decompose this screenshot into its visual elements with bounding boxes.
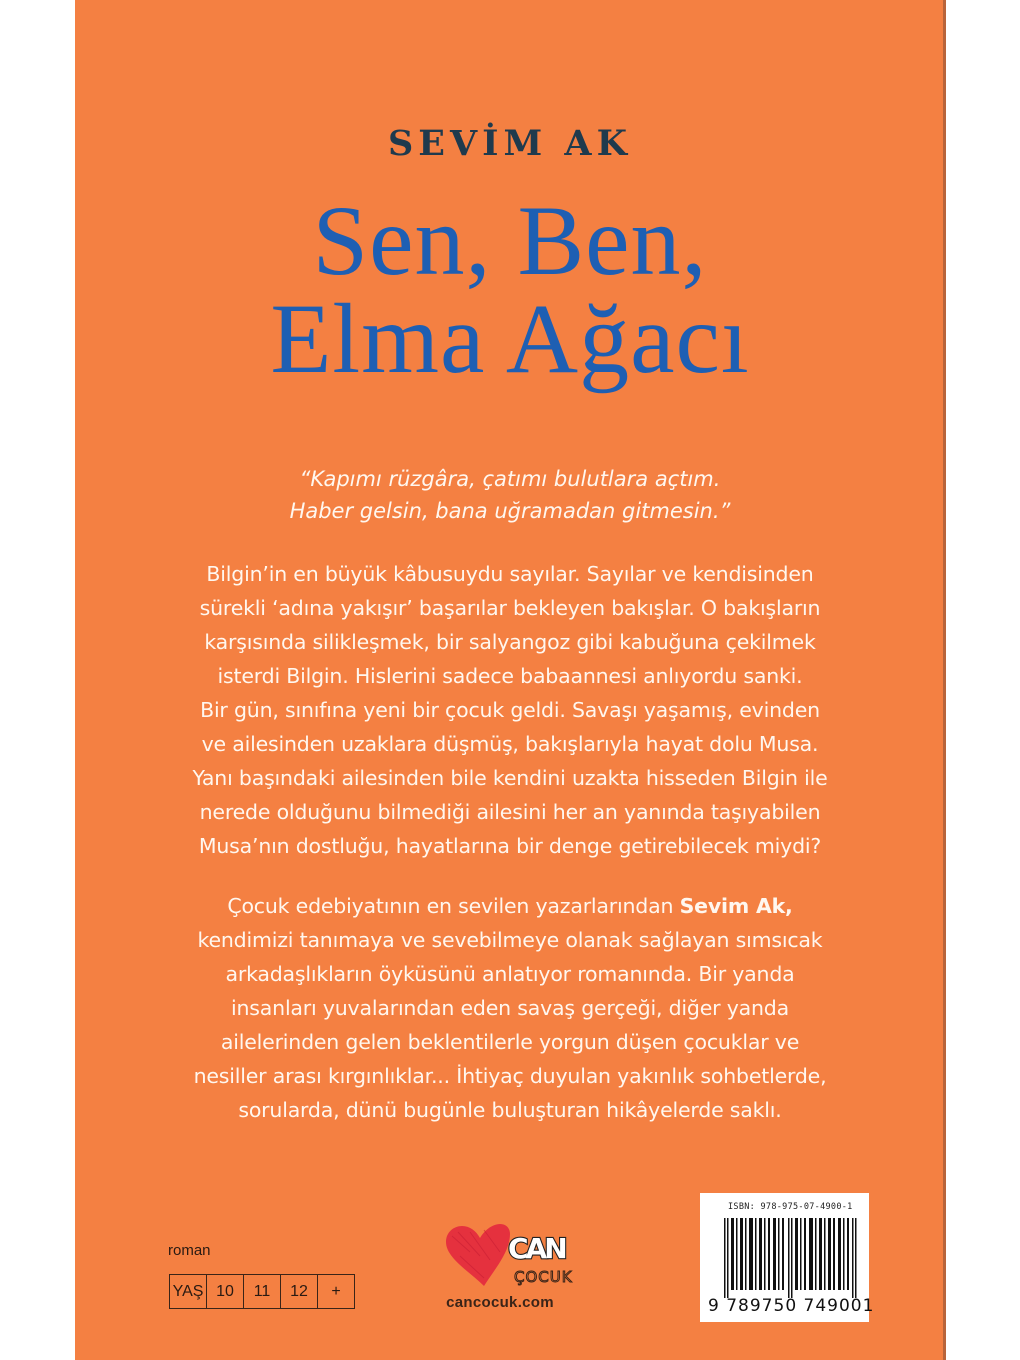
title-line-1: Sen, Ben, — [312, 185, 708, 296]
book-title — [75, 185, 945, 394]
genre-label: roman — [168, 1242, 211, 1259]
blurb-line: Yanı başındaki ailesinden bile kendini uzakta hisseden Bilgin ile — [192, 766, 828, 790]
age-cell-12: 12 — [281, 1275, 318, 1308]
quote-line-2: Haber gelsin, bana uğramadan gitmesin.” — [289, 499, 731, 523]
blurb-line: sorularda, dünü bugünle buluşturan hikâyelerde saklı. — [238, 1098, 782, 1122]
cover-edge-shadow — [943, 0, 946, 1360]
blurb-line: arkadaşlıkların öyküsünü anlatıyor romanında. Bir yanda — [225, 962, 795, 986]
blurb-line: kendimizi tanımaya ve sevebilmeye olanak sağlayan sımsıcak — [197, 928, 823, 952]
blurb-paragraph-1 — [75, 557, 945, 863]
age-label: YAŞ — [170, 1275, 207, 1308]
blurb-line: ailelerinden gelen beklentilerle yorgun düşen çocuklar ve — [220, 1030, 800, 1054]
blurb-line — [75, 889, 945, 923]
blurb-line: ve ailesinden uzaklara düşmüş, bakışlarıyla hayat dolu Musa. — [201, 732, 819, 756]
blurb-line: nerede olduğunu bilmediği ailesini her an yanında taşıyabilen — [199, 800, 821, 824]
quote-line-1: “Kapımı rüzgâra, çatımı bulutlara açtım. — [299, 467, 721, 491]
age-cell-plus: + — [331, 1282, 341, 1300]
title-line-2: Elma Ağacı — [270, 283, 750, 394]
blurb-line: isterdi Bilgin. Hislerini sadece babaannesi anlıyordu sanki. — [217, 664, 803, 688]
publisher-logo — [440, 1222, 580, 1290]
blurb-line: karşısında silikleşmek, bir salyangoz gibi kabuğuna çekilmek — [204, 630, 816, 654]
publisher-url: cancocuk.com — [446, 1294, 554, 1311]
blurb-line: nesiller arası kırgınlıklar... İhtiyaç duyulan yakınlık sohbetlerde, — [193, 1064, 827, 1088]
ean-group-2: 749001 — [803, 1296, 875, 1316]
ean-group-1: 789750 — [726, 1296, 798, 1316]
blurb-text: Çocuk edebiyatının en sevilen yazarlarından — [227, 894, 680, 918]
ean-number — [708, 1296, 874, 1316]
heart-icon — [440, 1222, 580, 1290]
isbn-barcode — [700, 1193, 875, 1322]
svg-text:CAN: CAN — [508, 1232, 565, 1265]
author-highlight: Sevim Ak, — [679, 894, 793, 918]
ean-first-digit: 9 — [708, 1296, 720, 1316]
author-name: SEVİM AK — [388, 123, 632, 164]
isbn-label: ISBN: 978-975-07-4900-1 — [728, 1202, 853, 1212]
blurb-line: sürekli ‘adına yakışır’ başarılar bekleyen bakışlar. O bakışların — [199, 596, 821, 620]
book-back-cover — [75, 0, 945, 1360]
age-cell-10: 10 — [207, 1275, 244, 1308]
barcode-icon — [724, 1218, 858, 1298]
blurb-paragraph-2 — [75, 889, 945, 1127]
blurb-line: Bilgin’in en büyük kâbusuydu sayılar. Sayılar ve kendisinden — [206, 562, 814, 586]
blurb-line: insanları yuvalarından eden savaş gerçeği, diğer yanda — [231, 996, 789, 1020]
age-cell-11: 11 — [244, 1275, 281, 1308]
svg-text:ÇOCUK: ÇOCUK — [514, 1268, 573, 1286]
blurb-line: Musa’nın dostluğu, hayatlarına bir denge getirebilecek miydi? — [198, 834, 822, 858]
epigraph-quote — [75, 463, 945, 527]
blurb-line: Bir gün, sınıfına yeni bir çocuk geldi. Savaşı yaşamış, evinden — [200, 698, 820, 722]
